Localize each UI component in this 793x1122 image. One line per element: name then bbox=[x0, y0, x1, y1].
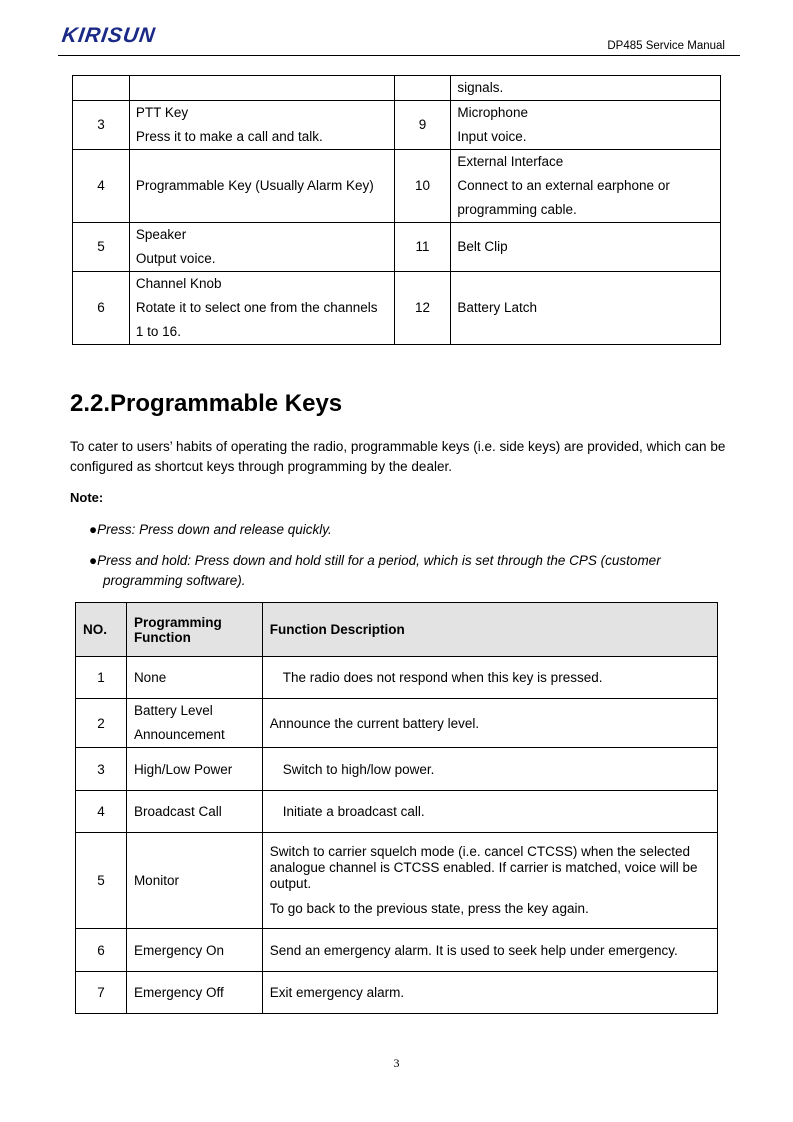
page-header bbox=[0, 0, 793, 60]
table-row bbox=[73, 76, 721, 101]
table-row bbox=[76, 929, 718, 972]
note-label: Note: bbox=[70, 490, 104, 505]
part-description-right bbox=[451, 76, 721, 101]
function-description bbox=[262, 972, 717, 1014]
function-name: Broadcast Call bbox=[126, 791, 262, 833]
function-number: 7 bbox=[76, 972, 127, 1014]
header-divider bbox=[58, 55, 740, 56]
cell-line: Belt Clip bbox=[457, 239, 508, 254]
function-number: 4 bbox=[76, 791, 127, 833]
header-description: Function Description bbox=[262, 603, 717, 657]
cell-line: Input voice. bbox=[457, 129, 527, 144]
function-description bbox=[262, 657, 717, 699]
part-description-left bbox=[129, 272, 394, 345]
part-number-left: 5 bbox=[73, 223, 130, 272]
cell-line: 1 to 16. bbox=[135, 324, 181, 339]
description-line: Initiate a broadcast call. bbox=[282, 804, 425, 819]
note-bullet-press: ●Press: Press down and release quickly. bbox=[89, 522, 332, 537]
description-line: The radio does not respond when this key is pressed. bbox=[282, 670, 603, 685]
cell-line: Microphone bbox=[457, 105, 528, 120]
part-number-left: 3 bbox=[73, 101, 130, 150]
page-number: 3 bbox=[393, 1056, 400, 1070]
cell-line: programming cable. bbox=[457, 202, 577, 217]
table-row bbox=[73, 223, 721, 272]
function-number: 1 bbox=[76, 657, 127, 699]
description-line: Announce the current battery level. bbox=[269, 715, 480, 731]
description-line: Send an emergency alarm. It is used to seek help under emergency. bbox=[269, 942, 678, 958]
cell-line: Speaker bbox=[135, 227, 187, 242]
cell-line: Press it to make a call and talk. bbox=[135, 129, 323, 144]
note-bullet-press-hold: ●Press and hold: Press down and hold still for a period, which is set through the CPS (customer programming software). bbox=[89, 553, 661, 588]
function-description bbox=[262, 929, 717, 972]
function-name: Monitor bbox=[126, 833, 262, 929]
part-number-left: 4 bbox=[73, 150, 130, 223]
part-number-right: 12 bbox=[394, 272, 451, 345]
intro-paragraph: To cater to users’ habits of operating the radio, programmable keys (i.e. side keys) are provided, which can be configured as shortcut keys through programming by the dealer. bbox=[70, 439, 726, 474]
part-number-right: 10 bbox=[394, 150, 451, 223]
description-line: To go back to the previous state, press the key again. bbox=[269, 901, 589, 916]
part-number-right: 11 bbox=[394, 223, 451, 272]
cell-line: PTT Key bbox=[135, 105, 189, 120]
table-row bbox=[73, 272, 721, 345]
function-number: 6 bbox=[76, 929, 127, 972]
cell-line: signals. bbox=[457, 80, 504, 95]
function-description bbox=[262, 748, 717, 791]
description-line: Exit emergency alarm. bbox=[269, 985, 405, 1000]
manual-title: DP485 Service Manual bbox=[607, 40, 725, 52]
part-description-left bbox=[129, 101, 394, 150]
programmable-functions-table bbox=[75, 602, 718, 1014]
logo-text: KIRISUN bbox=[60, 24, 158, 47]
table-row bbox=[73, 150, 721, 223]
table-row bbox=[76, 833, 718, 929]
cell-line: External Interface bbox=[457, 154, 564, 169]
function-description bbox=[262, 699, 717, 748]
cell-line: Connect to an external earphone or bbox=[457, 178, 670, 193]
cell-line: Programmable Key (Usually Alarm Key) bbox=[135, 178, 374, 193]
part-description-left bbox=[129, 223, 394, 272]
description-line: Switch to carrier squelch mode (i.e. cancel CTCSS) when the selected analogue channel is CTCSS enabled. If carrier is matched, voice will be output. bbox=[269, 844, 698, 891]
part-description-right bbox=[451, 223, 721, 272]
function-name: Battery Level Announcement bbox=[126, 699, 262, 748]
table-row bbox=[76, 657, 718, 699]
function-number: 3 bbox=[76, 748, 127, 791]
function-name: None bbox=[126, 657, 262, 699]
description-line: Switch to high/low power. bbox=[282, 761, 435, 777]
kirisun-logo bbox=[62, 24, 162, 54]
function-name: Emergency Off bbox=[126, 972, 262, 1014]
cell-line: Channel Knob bbox=[135, 276, 222, 291]
table-row bbox=[76, 699, 718, 748]
part-description-right bbox=[451, 101, 721, 150]
part-description-right bbox=[451, 272, 721, 345]
part-number-right: 9 bbox=[394, 101, 451, 150]
table-row bbox=[76, 791, 718, 833]
cell-line: Battery Latch bbox=[457, 300, 537, 315]
cell-line: Output voice. bbox=[135, 251, 216, 266]
part-number-left: 6 bbox=[73, 272, 130, 345]
function-number: 5 bbox=[76, 833, 127, 929]
function-number: 2 bbox=[76, 699, 127, 748]
function-name: Emergency On bbox=[126, 929, 262, 972]
table-row bbox=[76, 972, 718, 1014]
part-description-left bbox=[129, 76, 394, 101]
part-number-right bbox=[394, 76, 451, 101]
header-no: NO. bbox=[76, 603, 127, 657]
header-function: Programming Function bbox=[126, 603, 262, 657]
section-title: 2.2.Programmable Keys bbox=[70, 390, 343, 417]
parts-table bbox=[72, 75, 721, 345]
function-name: High/Low Power bbox=[126, 748, 262, 791]
table-header-row bbox=[76, 603, 718, 657]
table-row bbox=[73, 101, 721, 150]
part-description-left bbox=[129, 150, 394, 223]
function-description bbox=[262, 791, 717, 833]
cell-line: Rotate it to select one from the channels bbox=[135, 300, 378, 315]
part-description-right bbox=[451, 150, 721, 223]
part-number-left bbox=[73, 76, 130, 101]
table-row bbox=[76, 748, 718, 791]
function-description bbox=[262, 833, 717, 929]
